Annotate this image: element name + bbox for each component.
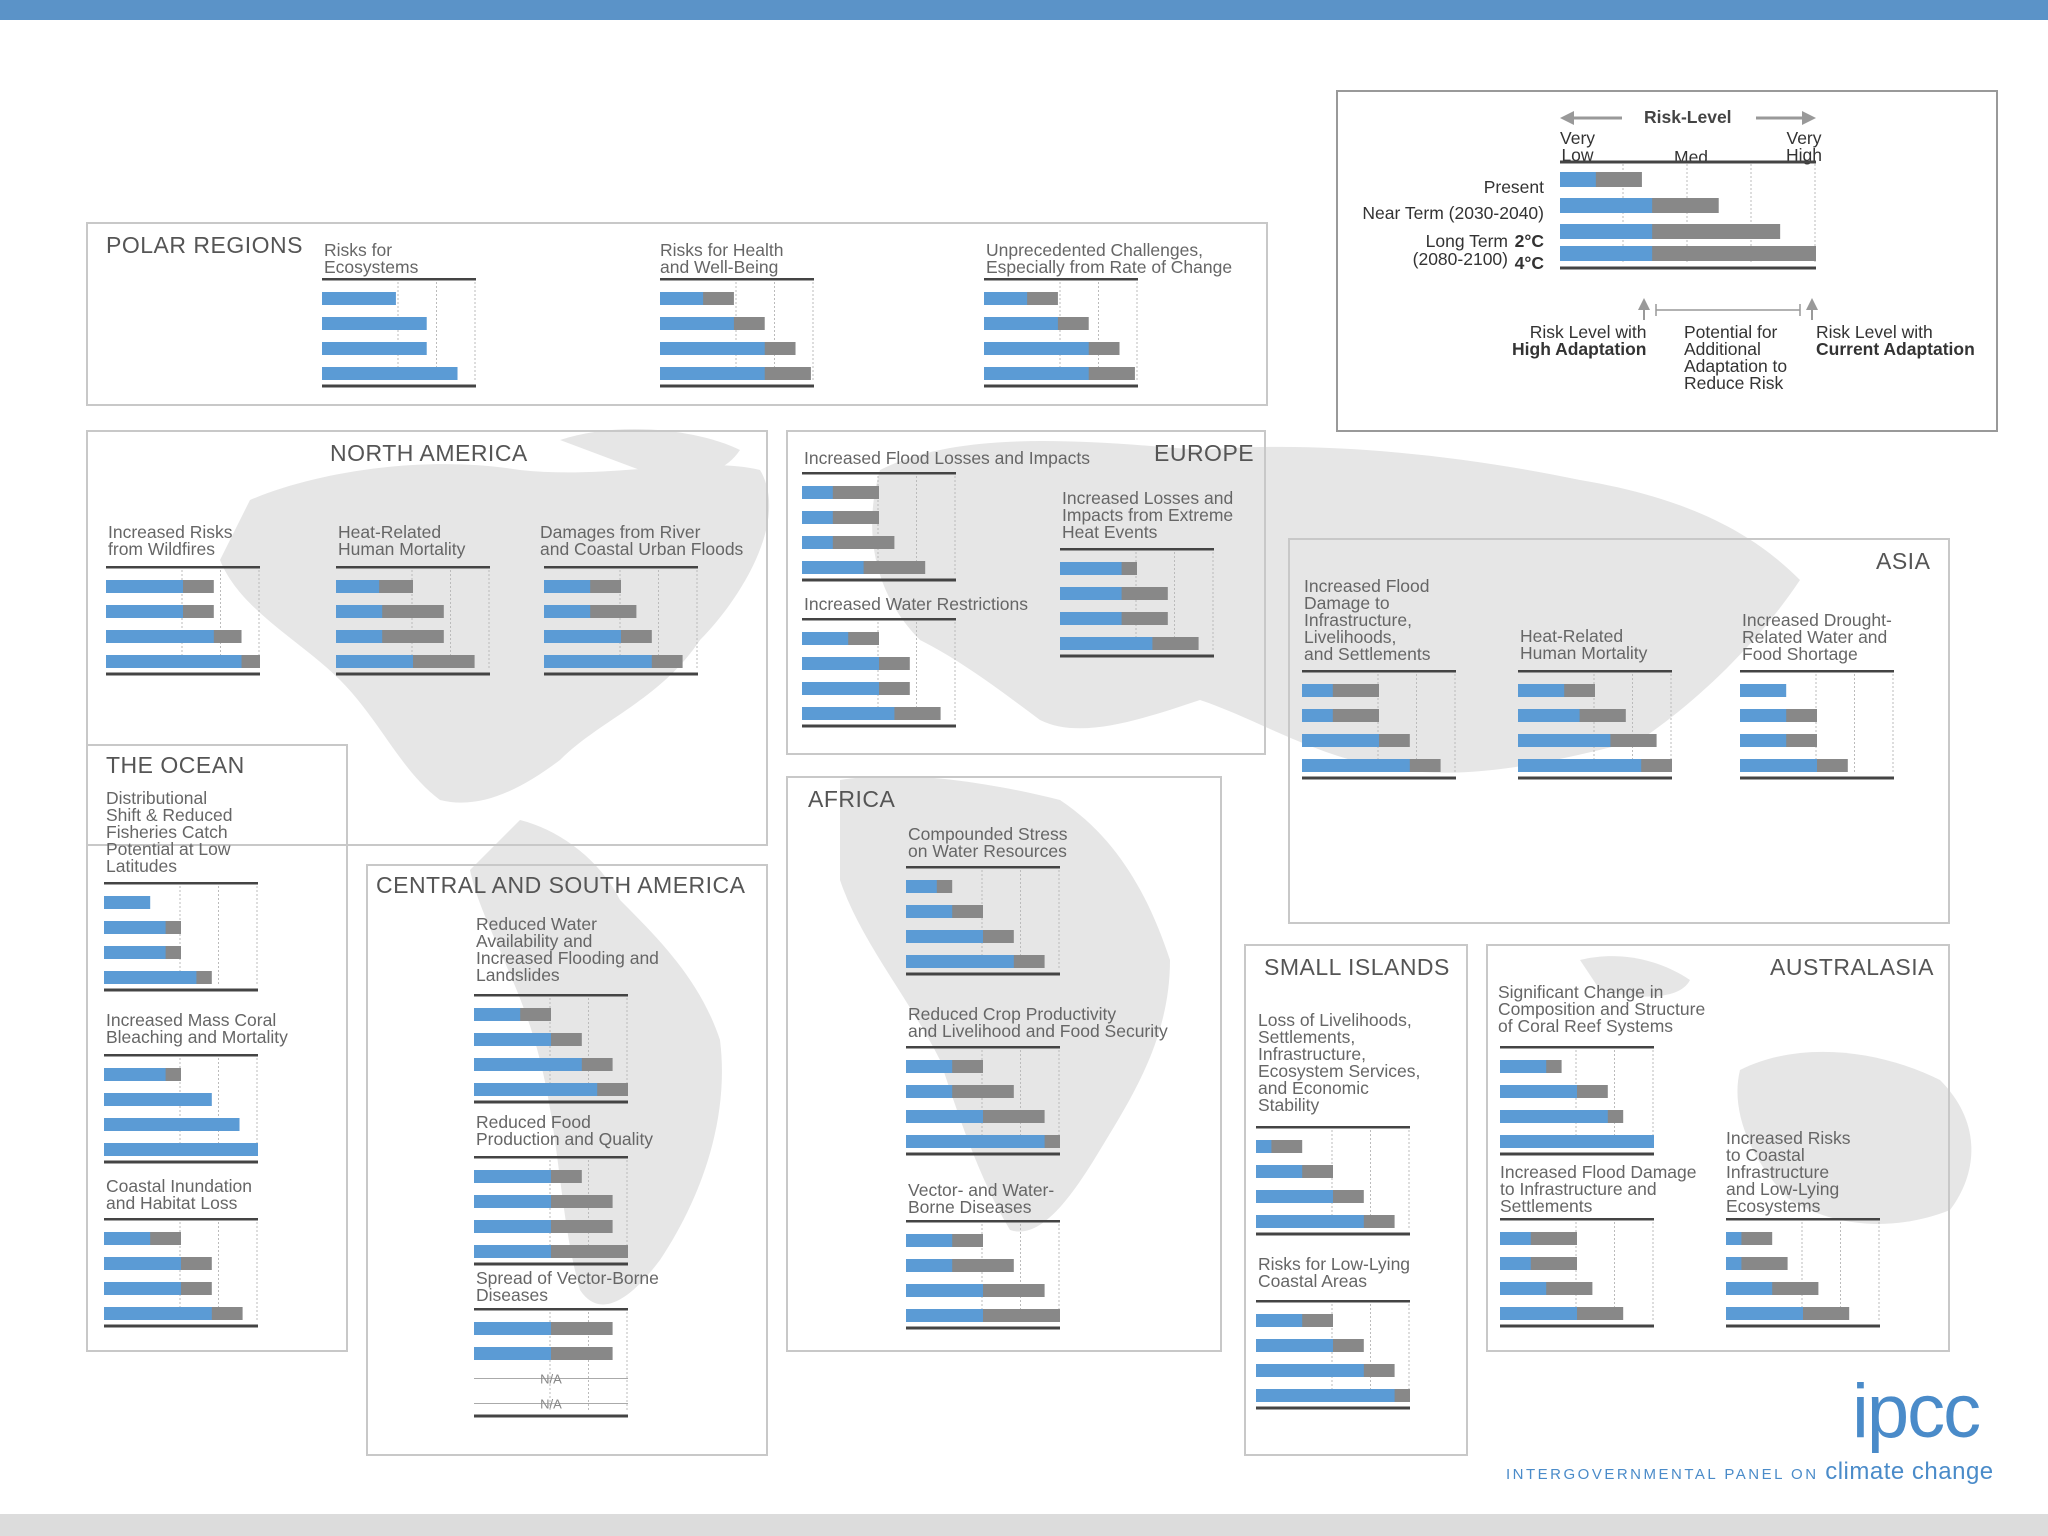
legend-bar-high xyxy=(1560,172,1596,187)
legend-row-present: Present xyxy=(1483,177,1544,197)
legend-pointer-current-head xyxy=(1806,298,1818,310)
bar-panel xyxy=(474,1308,634,1420)
legend-title: Risk-Level xyxy=(1644,107,1732,127)
risk-bar-high-adaptation xyxy=(474,1170,551,1183)
risk-bar-high-adaptation xyxy=(106,630,214,643)
panel-title: Risks for Ecosystems xyxy=(324,240,419,277)
region-title: EUROPE xyxy=(1154,440,1255,466)
region-title: THE OCEAN xyxy=(106,752,245,778)
risk-bar-high-adaptation xyxy=(336,655,413,668)
risk-bar-high-adaptation xyxy=(660,292,703,305)
risk-bar-high-adaptation xyxy=(802,632,848,645)
bar-panel xyxy=(322,278,482,390)
bar-panel xyxy=(906,1046,1066,1158)
bar-panel xyxy=(1500,1046,1660,1158)
panel-title: Reduced Water Availability and Increased Flooding and Landslides xyxy=(476,914,659,985)
risk-bar-high-adaptation xyxy=(1740,684,1786,697)
risk-bar-high-adaptation xyxy=(1500,1257,1531,1270)
legend-bar-high xyxy=(1560,198,1652,213)
bar-panel xyxy=(984,278,1144,390)
bar-panel xyxy=(1060,548,1220,660)
bar-panel xyxy=(1302,670,1462,782)
risk-bar-high-adaptation xyxy=(474,1220,551,1233)
risk-bar-high-adaptation xyxy=(104,1307,212,1320)
legend-bar-high xyxy=(1560,224,1652,239)
region-title: POLAR REGIONS xyxy=(106,232,303,258)
bar-panel xyxy=(906,866,1066,978)
logo-climate-change: climate change xyxy=(1825,1458,1994,1485)
legend-box xyxy=(1336,90,1998,432)
logo-subtitle-text: INTERGOVERNMENTAL PANEL ON xyxy=(1506,1466,1819,1483)
risk-bar-high-adaptation xyxy=(660,367,765,380)
risk-bar-high-adaptation xyxy=(1256,1364,1364,1377)
risk-bar-high-adaptation xyxy=(1060,587,1122,600)
legend-very-high: Very High xyxy=(1786,128,1822,165)
ipcc-logo: ipcc xyxy=(1852,1369,1980,1454)
risk-bar-high-adaptation xyxy=(1740,759,1817,772)
region-title: NORTH AMERICA xyxy=(330,440,528,466)
risk-bar-high-adaptation xyxy=(1518,734,1610,747)
risk-bar-high-adaptation xyxy=(1500,1085,1577,1098)
risk-bar-high-adaptation xyxy=(906,1060,952,1073)
risk-bar-high-adaptation xyxy=(104,1232,150,1245)
risk-bar-high-adaptation xyxy=(106,655,242,668)
risk-bar-high-adaptation xyxy=(322,367,458,380)
panel-title: Increased Losses and Impacts from Extreme Heat Events xyxy=(1062,488,1234,542)
legend-row-near-term: Near Term (2030-2040) xyxy=(1362,203,1544,223)
panel-title: Reduced Food Production and Quality xyxy=(476,1112,654,1149)
risk-bar-high-adaptation xyxy=(104,921,166,934)
risk-bar-high-adaptation xyxy=(1256,1165,1302,1178)
bar-panel xyxy=(1256,1126,1416,1238)
risk-bar-high-adaptation xyxy=(474,1245,551,1258)
bar-panel xyxy=(336,566,496,678)
risk-bar-high-adaptation xyxy=(1518,759,1641,772)
panel-title: Increased Water Restrictions xyxy=(804,594,1029,614)
panel-title: Heat-Related Human Mortality xyxy=(338,522,466,559)
panel-title: Loss of Livelihoods, Settlements, Infrastructure, Ecosystem Services, and Economic Stability xyxy=(1258,1010,1421,1115)
risk-bar-high-adaptation xyxy=(1500,1060,1546,1073)
bar-panel xyxy=(802,472,962,584)
risk-bar-high-adaptation xyxy=(906,1309,983,1322)
risk-bar-high-adaptation xyxy=(544,605,590,618)
panel-title: Spread of Vector-Borne Diseases xyxy=(476,1268,659,1305)
panel-title: Vector- and Water- Borne Diseases xyxy=(908,1180,1055,1217)
risk-bar-high-adaptation xyxy=(802,707,894,720)
legend-very-low: Very Low xyxy=(1560,128,1596,165)
risk-bar-high-adaptation xyxy=(544,655,652,668)
legend-bars xyxy=(1560,162,1816,268)
legend-note-high xyxy=(1512,324,1646,358)
risk-bar-high-adaptation xyxy=(906,955,1014,968)
legend-note-high-bold: High Adaptation xyxy=(1512,339,1647,359)
risk-bar-high-adaptation xyxy=(660,317,734,330)
risk-bar-high-adaptation xyxy=(474,1347,551,1360)
risk-bar-high-adaptation xyxy=(906,905,952,918)
legend-note-potential: Potential for Additional Adaptation to Reduce Risk xyxy=(1684,322,1788,393)
risk-bar-high-adaptation xyxy=(1302,759,1410,772)
bar-panel xyxy=(802,618,962,730)
ipcc-logo-subtitle xyxy=(1506,1458,1994,1486)
panel-title: Increased Flood Losses and Impacts xyxy=(804,448,1090,468)
risk-bar-high-adaptation xyxy=(1726,1282,1772,1295)
legend-note-current-bold: Current Adaptation xyxy=(1816,339,1975,359)
risk-bar-high-adaptation xyxy=(1060,562,1122,575)
risk-bar-high-adaptation xyxy=(474,1322,551,1335)
na-label: N/A xyxy=(540,1371,562,1387)
risk-bar-high-adaptation xyxy=(1256,1140,1271,1153)
risk-bar-high-adaptation xyxy=(544,630,621,643)
risk-bar-high-adaptation xyxy=(104,1118,240,1131)
legend-pointer-high-head xyxy=(1638,298,1650,310)
risk-bar-high-adaptation xyxy=(1060,637,1152,650)
legend-temp-4c: 4°C xyxy=(1514,253,1544,273)
legend-note-current-prefix: Risk Level with xyxy=(1816,322,1933,342)
risk-bar-high-adaptation xyxy=(104,1282,181,1295)
panel-title: Increased Risks from Wildfires xyxy=(108,522,233,559)
risk-bar-high-adaptation xyxy=(104,1143,258,1156)
region-title: ASIA xyxy=(1876,548,1931,574)
risk-bar-high-adaptation xyxy=(474,1008,520,1021)
risk-bar-high-adaptation xyxy=(984,317,1058,330)
risk-bar-high-adaptation xyxy=(1726,1232,1741,1245)
bar-panel xyxy=(104,1054,264,1166)
bar-panel xyxy=(474,994,634,1106)
risk-bar-high-adaptation xyxy=(544,580,590,593)
risk-bar-high-adaptation xyxy=(322,342,427,355)
risk-bar-high-adaptation xyxy=(322,292,396,305)
legend-note-current xyxy=(1816,324,1975,358)
panel-title: Damages from River and Coastal Urban Floods xyxy=(540,522,744,559)
risk-bar-high-adaptation xyxy=(104,1093,212,1106)
risk-bar-high-adaptation xyxy=(104,896,150,909)
risk-bar-high-adaptation xyxy=(802,561,864,574)
risk-bar-high-adaptation xyxy=(1302,684,1333,697)
risk-bar-high-adaptation xyxy=(1256,1215,1364,1228)
risk-bar-high-adaptation xyxy=(104,1257,181,1270)
panel-title: Compounded Stress on Water Resources xyxy=(908,824,1068,861)
bar-panel xyxy=(104,882,264,994)
risk-bar-high-adaptation xyxy=(984,292,1027,305)
legend-arrowhead-right xyxy=(1802,111,1816,125)
risk-bar-high-adaptation xyxy=(336,580,379,593)
risk-bar-high-adaptation xyxy=(106,580,183,593)
legend-row-long-term: Long Term xyxy=(1425,231,1508,251)
risk-bar-high-adaptation xyxy=(336,630,382,643)
bar-panel xyxy=(1256,1300,1416,1412)
risk-bar-high-adaptation xyxy=(1060,612,1122,625)
panel-title: Distributional Shift & Reduced Fisheries Catch Potential at Low Latitudes xyxy=(106,788,233,876)
risk-bar-high-adaptation xyxy=(1726,1257,1741,1270)
risk-bar-high-adaptation xyxy=(1500,1307,1577,1320)
risk-bar-high-adaptation xyxy=(1302,709,1333,722)
risk-bar-high-adaptation xyxy=(1256,1190,1333,1203)
bar-panel xyxy=(1726,1218,1886,1330)
risk-bar-high-adaptation xyxy=(906,1284,983,1297)
bar-panel xyxy=(1518,670,1678,782)
region-title: CENTRAL AND SOUTH AMERICA xyxy=(376,872,746,898)
risk-bar-high-adaptation xyxy=(802,536,833,549)
panel-title: Increased Risks to Coastal Infrastructure and Low-Lying Ecosystems xyxy=(1726,1128,1851,1216)
risk-bar-high-adaptation xyxy=(802,657,879,670)
risk-bar-high-adaptation xyxy=(1518,709,1580,722)
risk-bar-high-adaptation xyxy=(1256,1314,1302,1327)
risk-bar-high-adaptation xyxy=(104,946,166,959)
panel-title: Increased Flood Damage to Infrastructure and Settlements xyxy=(1500,1162,1697,1216)
risk-bar-high-adaptation xyxy=(322,317,427,330)
legend-note-high-prefix: Risk Level with xyxy=(1529,322,1647,342)
risk-bar-high-adaptation xyxy=(1256,1389,1395,1402)
region-title: SMALL ISLANDS xyxy=(1264,954,1450,980)
risk-bar-high-adaptation xyxy=(1500,1135,1654,1148)
risk-bar-high-adaptation xyxy=(1726,1307,1803,1320)
risk-bar-high-adaptation xyxy=(906,1234,952,1247)
legend-chart xyxy=(1560,107,1820,330)
risk-bar-high-adaptation xyxy=(474,1195,551,1208)
risk-bar-high-adaptation xyxy=(660,342,765,355)
risk-bar-high-adaptation xyxy=(802,486,833,499)
region-title: AFRICA xyxy=(808,786,896,812)
panel-title: Heat-Related Human Mortality xyxy=(1520,626,1648,663)
risk-bar-high-adaptation xyxy=(906,1085,952,1098)
bar-panel xyxy=(1500,1218,1660,1330)
risk-bar-high-adaptation xyxy=(104,971,196,984)
bar-panel xyxy=(106,566,266,678)
risk-bar-high-adaptation xyxy=(802,682,879,695)
risk-bar-high-adaptation xyxy=(906,880,937,893)
panel-title: Risks for Low-Lying Coastal Areas xyxy=(1258,1254,1411,1291)
panel-title: Risks for Health and Well-Being xyxy=(660,240,784,277)
bottom-bar xyxy=(0,1514,2048,1536)
panel-title: Significant Change in Composition and Structure of Coral Reef Systems xyxy=(1498,982,1706,1036)
risk-bar-high-adaptation xyxy=(474,1058,582,1071)
risk-bar-high-adaptation xyxy=(106,605,183,618)
risk-bar-high-adaptation xyxy=(1500,1282,1546,1295)
risk-bar-high-adaptation xyxy=(1500,1232,1531,1245)
bar-panel xyxy=(104,1218,264,1330)
risk-bar-high-adaptation xyxy=(474,1033,551,1046)
bar-panel xyxy=(474,1156,634,1268)
risk-bar-high-adaptation xyxy=(802,511,833,524)
bar-panel xyxy=(1740,670,1900,782)
legend-bar-high xyxy=(1560,246,1652,261)
legend-temp-2c: 2°C xyxy=(1514,231,1544,251)
risk-bar-high-adaptation xyxy=(1740,709,1786,722)
risk-bar-high-adaptation xyxy=(906,1135,1045,1148)
legend-med: Med xyxy=(1674,147,1709,167)
panel-title: Increased Drought- Related Water and Food Shortage xyxy=(1742,610,1892,664)
bar-panel xyxy=(906,1220,1066,1332)
risk-bar-high-adaptation xyxy=(1302,734,1379,747)
legend-arrowhead-left xyxy=(1560,111,1574,125)
bar-panel xyxy=(544,566,704,678)
panel-title: Coastal Inundation and Habitat Loss xyxy=(106,1176,252,1213)
risk-bar-high-adaptation xyxy=(906,1110,983,1123)
risk-bar-high-adaptation xyxy=(906,1259,952,1272)
risk-bar-high-adaptation xyxy=(336,605,382,618)
bar-panel xyxy=(660,278,820,390)
panel-title: Unprecedented Challenges, Especially from Rate of Change xyxy=(986,240,1233,277)
risk-bar-high-adaptation xyxy=(1500,1110,1608,1123)
na-label: N/A xyxy=(540,1396,562,1412)
legend-row-period: (2080-2100) xyxy=(1412,249,1508,269)
risk-bar-high-adaptation xyxy=(906,930,983,943)
risk-bar-high-adaptation xyxy=(474,1083,597,1096)
risk-bar-high-adaptation xyxy=(1256,1339,1333,1352)
risk-bar-high-adaptation xyxy=(1518,684,1564,697)
risk-bar-high-adaptation xyxy=(984,342,1089,355)
panel-title: Increased Mass Coral Bleaching and Mortality xyxy=(106,1010,288,1047)
risk-bar-high-adaptation xyxy=(984,367,1089,380)
risk-bar-high-adaptation xyxy=(1740,734,1786,747)
risk-bar-high-adaptation xyxy=(104,1068,166,1081)
region-title: AUSTRALASIA xyxy=(1770,954,1934,980)
panel-title: Reduced Crop Productivity and Livelihood and Food Security xyxy=(908,1004,1168,1041)
panel-title: Increased Flood Damage to Infrastructure, Livelihoods, and Settlements xyxy=(1304,576,1431,664)
